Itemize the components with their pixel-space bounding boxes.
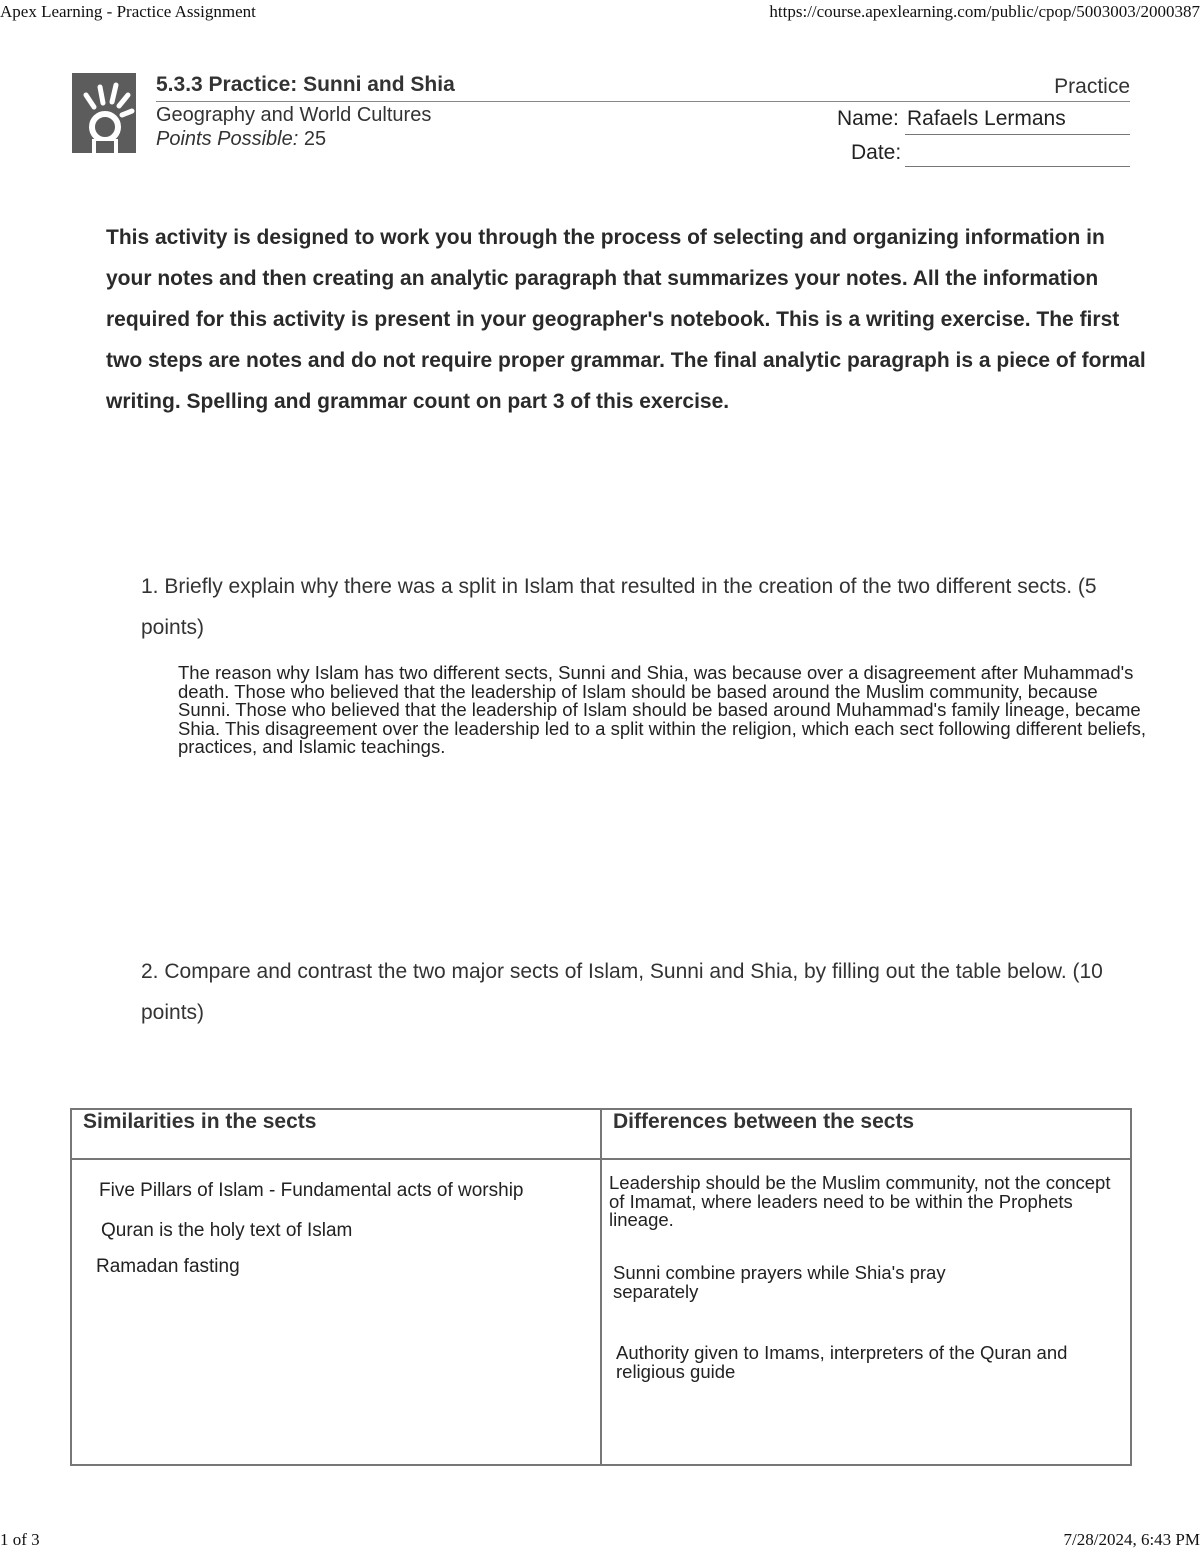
- print-page-count: 1 of 3: [0, 1530, 40, 1549]
- similarities-header: Similarities in the sects: [71, 1109, 601, 1159]
- difference-item: Sunni combine prayers while Shia's pray separately: [613, 1262, 946, 1302]
- course-name: Geography and World Cultures: [156, 104, 432, 126]
- apex-logo: [72, 73, 136, 153]
- similarity-item: Quran is the holy text of Islam: [101, 1220, 353, 1241]
- comparison-table: [70, 1108, 1132, 1466]
- difference-item: Leadership should be the Muslim community, not the concept of Imamat, where leaders need to be within the Prophets lineage.: [609, 1172, 1111, 1230]
- differences-header: Differences between the sects: [601, 1109, 1131, 1159]
- points-label: Points Possible:: [156, 128, 299, 150]
- points-possible: [156, 128, 326, 151]
- print-timestamp: 7/28/2024, 6:43 PM: [1063, 1530, 1200, 1549]
- print-page-title: Apex Learning - Practice Assignment: [0, 2, 256, 21]
- date-label: Date:: [851, 141, 902, 164]
- name-underline: [905, 134, 1130, 135]
- difference-item: Authority given to Imams, interpreters of the Quran and religious guide: [616, 1342, 1068, 1382]
- intro-instructions: This activity is designed to work you through the process of selecting and organizing information in your notes and then creating an analytic paragraph that summarizes your notes. All the information required for this activity is present in your geographer's notebook. This is a writing exercise. The first two steps are notes and do not require proper grammar. The final analytic paragraph is a piece of formal writing. Spelling and grammar count on part 3 of this exercise.: [106, 226, 1146, 413]
- similarities-cell[interactable]: [71, 1159, 601, 1465]
- assignment-title: 5.3.3 Practice: Sunni and Shia: [156, 73, 455, 96]
- points-value: 25: [298, 128, 327, 150]
- question-1-answer[interactable]: The reason why Islam has two different sects, Sunni and Shia, was because over a disagreement after Muhammad's death. Those who believed that the leadership of Islam should be based around the Muslim community, because Sunni. Those who believed that the leadership of Islam should be based around Muhammad's family lineage, became Shia. This disagreement over the leadership led to a split within the religion, which each sect following different beliefs, practices, and Islamic teachings.: [178, 662, 1147, 757]
- print-url: https://course.apexlearning.com/public/cpop/5003003/2000387: [769, 2, 1200, 21]
- name-label: Name:: [837, 107, 899, 130]
- date-field[interactable]: [905, 166, 1130, 167]
- similarity-item: Ramadan fasting: [96, 1256, 240, 1277]
- question-2-prompt: 2. Compare and contrast the two major sects of Islam, Sunni and Shia, by filling out the table below. (10 points): [141, 960, 1103, 1024]
- name-field[interactable]: Rafaels Lermans: [907, 107, 1066, 130]
- question-1-prompt: 1. Briefly explain why there was a split in Islam that resulted in the creation of the two different sects. (5 points): [141, 575, 1097, 639]
- activity-type: Practice: [1054, 75, 1130, 98]
- similarity-item: Five Pillars of Islam - Fundamental acts of worship: [99, 1180, 524, 1201]
- differences-cell[interactable]: [601, 1159, 1131, 1465]
- header-divider: [156, 101, 1130, 102]
